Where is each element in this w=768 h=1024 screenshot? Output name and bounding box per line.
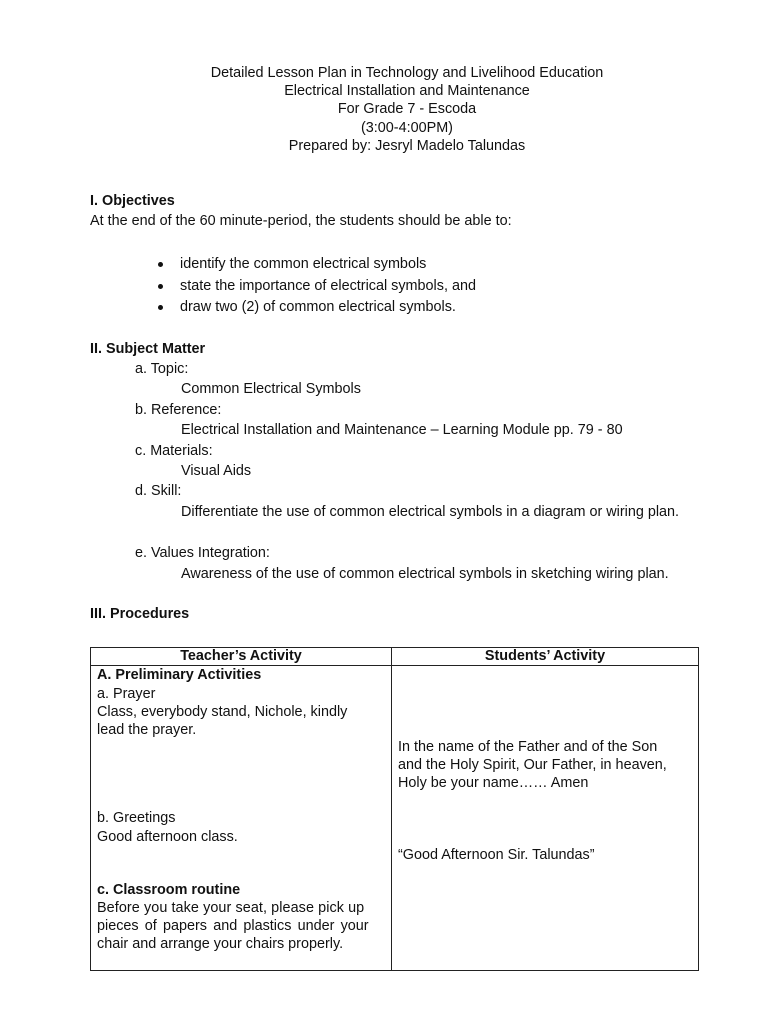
table-row xyxy=(91,666,699,971)
header-author: Prepared by: Jesryl Madelo Talundas xyxy=(288,137,526,154)
table-header-row xyxy=(91,648,699,666)
header-title: Detailed Lesson Plan in Technology and Livelihood Education xyxy=(210,65,604,81)
header-grade: For Grade 7 - Escoda xyxy=(337,101,477,118)
reference-value: Electrical Installation and Maintenance – Learning Module pp. 79 - 80 xyxy=(181,422,623,438)
preliminary-activities-label: A. Preliminary Activities xyxy=(97,667,262,683)
classroom-routine-label: c. Classroom routine xyxy=(97,882,241,898)
reference-label: b. Reference: xyxy=(135,402,222,418)
students-activity-cell xyxy=(392,666,699,971)
students-activity-header: Students’ Activity xyxy=(392,648,699,666)
objectives-heading: I. Objectives xyxy=(90,193,175,209)
skill-value: Differentiate the use of common electrical symbols in a diagram or wiring plan. xyxy=(181,504,680,520)
bullet-icon xyxy=(158,262,163,267)
prayer-label: a. Prayer xyxy=(97,686,156,702)
list-item: draw two (2) of common electrical symbols. xyxy=(150,297,476,319)
bullet-icon xyxy=(158,284,163,289)
materials-label: c. Materials: xyxy=(135,443,213,459)
materials-value: Visual Aids xyxy=(181,463,252,479)
student-prayer-line1: In the name of the Father and of the Son xyxy=(398,739,658,755)
student-greeting: “Good Afternoon Sir. Talundas” xyxy=(398,847,595,863)
values-value: Awareness of the use of common electrical symbols in sketching wiring plan. xyxy=(181,566,669,582)
student-prayer-line3: Holy be your name…… Amen xyxy=(398,775,589,791)
routine-line1: Before you take your seat, please pick up xyxy=(97,900,365,916)
skill-label: d. Skill: xyxy=(135,483,182,499)
header-time: (3:00-4:00PM) xyxy=(361,119,453,136)
routine-line3: chair and arrange your chairs properly. xyxy=(97,936,344,952)
procedures-heading: III. Procedures xyxy=(90,606,190,622)
list-item: state the importance of electrical symbols, and xyxy=(150,276,476,298)
document-header xyxy=(0,64,768,155)
subject-matter-heading: II. Subject Matter xyxy=(90,341,206,357)
values-label: e. Values Integration: xyxy=(135,545,270,561)
objectives-list xyxy=(150,254,476,319)
list-item: identify the common electrical symbols xyxy=(150,254,476,276)
teacher-activity-header: Teacher’s Activity xyxy=(91,648,392,666)
greetings-text: Good afternoon class. xyxy=(97,829,238,845)
prayer-instruction-line2: lead the prayer. xyxy=(97,722,197,738)
bullet-icon xyxy=(158,305,163,310)
topic-value: Common Electrical Symbols xyxy=(181,381,361,397)
routine-line2: pieces of papers and plastics under your xyxy=(97,918,369,934)
prayer-instruction-line1: Class, everybody stand, Nichole, kindly xyxy=(97,704,348,720)
header-subject: Electrical Installation and Maintenance xyxy=(284,83,530,100)
topic-label: a. Topic: xyxy=(135,361,189,377)
objectives-intro: At the end of the 60 minute-period, the students should be able to: xyxy=(90,213,512,229)
greetings-label: b. Greetings xyxy=(97,810,176,826)
teacher-activity-cell xyxy=(91,666,392,971)
student-prayer-line2: and the Holy Spirit, Our Father, in heaven, xyxy=(398,757,667,773)
procedures-table xyxy=(90,647,699,971)
